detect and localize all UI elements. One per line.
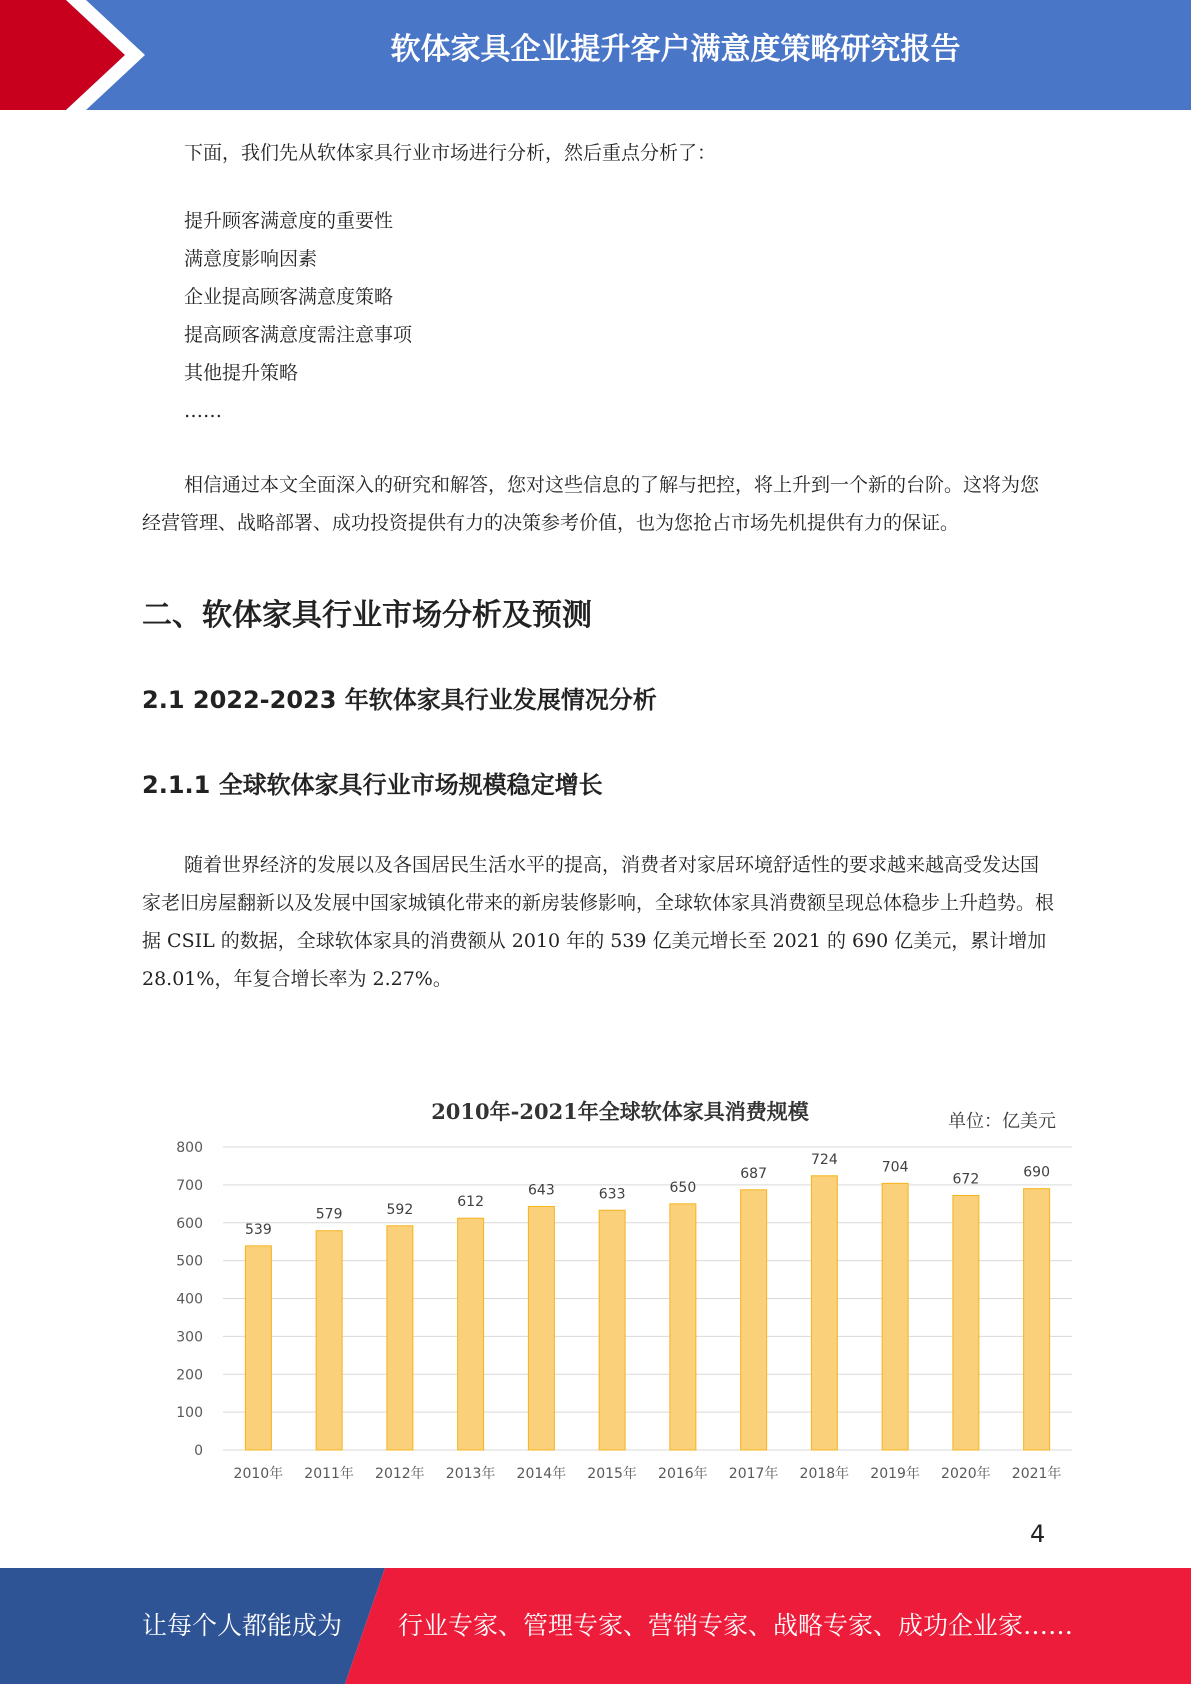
y-tick-label: 300 [176, 1329, 203, 1346]
x-tick-label: 2021年 [1011, 1466, 1062, 1482]
data-label: 724 [811, 1151, 838, 1168]
bar [387, 1226, 413, 1450]
list-item: 其他提升策略 [184, 362, 299, 384]
bar [811, 1176, 837, 1450]
page-number: 4 [1030, 1520, 1046, 1548]
market-paragraph: 随着世界经济的发展以及各国居民生活水平的提高，消费者对家居环境舒适性的要求越来越高受发达国家老旧房屋翻新以及发展中国家城镇化带来的新房装修影响，全球软体家具消费额呈现总体稳步上升趋势。根据 CSIL 的数据，全球软体家具的消费额从 2010 年的 539 亿美元增长至 2021 的 690 亿美元，累计增加 28.01%，年复合增长率为 2.27%。 [142, 854, 1055, 990]
subsubsection-heading: 2.1.1 全球软体家具行业市场规模稳定增长 [142, 771, 603, 799]
x-tick-label: 2019年 [870, 1466, 920, 1482]
data-label: 687 [740, 1165, 767, 1182]
bar [882, 1183, 908, 1450]
footer-slogan-right: 行业专家、管理专家、营销专家、战略专家、成功企业家…… [398, 1611, 1074, 1640]
intro-paragraph: 下面，我们先从软体家具行业市场进行分析，然后重点分析了： [184, 142, 717, 164]
data-label: 643 [528, 1182, 555, 1199]
data-label: 592 [386, 1201, 414, 1218]
bar [528, 1206, 554, 1450]
bar [670, 1204, 696, 1450]
document-title: 软体家具企业提升客户满意度策略研究报告 [390, 32, 961, 67]
y-tick-label: 500 [176, 1253, 203, 1270]
footer-slogan-left: 让每个人都能成为 [142, 1611, 343, 1640]
header-banner [0, 0, 1191, 110]
x-tick-label: 2013年 [445, 1466, 496, 1482]
x-tick-label: 2015年 [587, 1466, 637, 1482]
x-tick-label: 2016年 [658, 1466, 708, 1482]
list-item: 满意度影响因素 [184, 248, 318, 270]
data-label: 650 [669, 1179, 697, 1196]
bar [741, 1190, 767, 1450]
list-item: …… [184, 400, 222, 422]
bar [458, 1218, 484, 1450]
y-tick-label: 400 [176, 1291, 203, 1308]
x-tick-label: 2012年 [375, 1466, 425, 1482]
topic-list [142, 202, 1054, 430]
bar [245, 1246, 271, 1450]
y-tick-label: 200 [176, 1367, 203, 1384]
belief-paragraph: 相信通过本文全面深入的研究和解答，您对这些信息的了解与把控，将上升到一个新的台阶。这将为您经营管理、战略部署、成功投资提供有力的决策参考价值，也为您抢占市场先机提供有力的保证。 [142, 474, 1040, 534]
bar [953, 1195, 979, 1450]
x-tick-label: 2020年 [941, 1466, 991, 1482]
x-tick-label: 2017年 [728, 1466, 779, 1482]
x-tick-label: 2014年 [516, 1466, 567, 1482]
y-tick-label: 800 [176, 1140, 203, 1156]
bar [316, 1231, 342, 1450]
x-tick-label: 2018年 [799, 1466, 850, 1482]
data-label: 612 [457, 1194, 484, 1211]
x-tick-label: 2011年 [304, 1466, 354, 1482]
subsection-heading: 2.1 2022-2023 年软体家具行业发展情况分析 [142, 686, 657, 714]
x-tick-label: 2010年 [233, 1466, 284, 1482]
y-tick-label: 600 [176, 1215, 203, 1232]
list-item: 提升顾客满意度的重要性 [184, 210, 394, 232]
document-body [142, 134, 1054, 998]
data-label: 579 [315, 1206, 343, 1223]
consumption-bar-chart [176, 1085, 1080, 1495]
data-label: 539 [245, 1221, 272, 1238]
bar [599, 1210, 625, 1450]
section-heading: 二、软体家具行业市场分析及预测 [142, 598, 592, 633]
data-label: 690 [1023, 1164, 1050, 1181]
bar [1024, 1189, 1050, 1450]
y-tick-label: 0 [194, 1443, 203, 1459]
chart-title: 2010年-2021年全球软体家具消费规模 [431, 1099, 809, 1124]
list-item: 提高顾客满意度需注意事项 [184, 324, 413, 346]
y-tick-label: 700 [176, 1177, 203, 1194]
chart-unit-label: 单位：亿美元 [948, 1111, 1056, 1132]
data-label: 672 [952, 1171, 980, 1188]
data-label: 633 [598, 1186, 626, 1203]
data-label: 704 [881, 1159, 909, 1176]
list-item: 企业提高顾客满意度策略 [184, 286, 394, 308]
y-tick-label: 100 [176, 1405, 203, 1422]
